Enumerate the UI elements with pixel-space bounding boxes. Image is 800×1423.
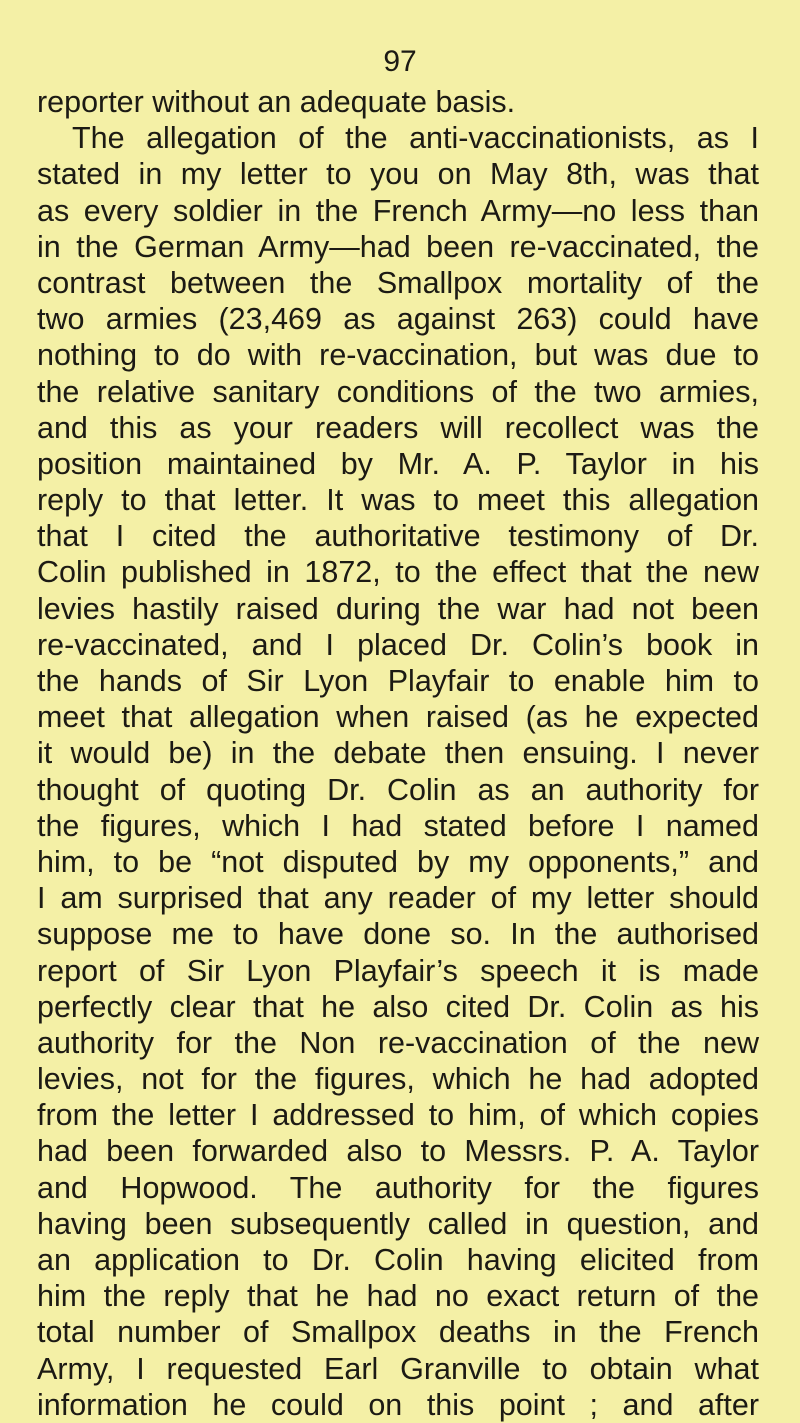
text-line: had been forwarded also to Messrs. P. A. Taylor xyxy=(37,1134,759,1169)
text-line: nothing to do with re-vaccination, but was due to xyxy=(37,338,759,373)
text-line: levies, not for the figures, which he had adopted xyxy=(37,1062,759,1097)
text-line: total number of Smallpox deaths in the French xyxy=(37,1315,759,1350)
text-line: Army, I requested Earl Granville to obtain what xyxy=(37,1351,759,1386)
text-line: report of Sir Lyon Playfair’s speech it is made xyxy=(37,953,759,988)
text-line: as every soldier in the French Army—no less than xyxy=(37,193,759,228)
text-line: the figures, which I had stated before I named xyxy=(37,808,759,843)
text-line: meet that allegation when raised (as he expected xyxy=(37,700,759,735)
text-line: I am surprised that any reader of my letter should xyxy=(37,881,759,916)
text-line: authority for the Non re-vaccination of the new xyxy=(37,1025,759,1060)
page-number: 97 xyxy=(383,45,417,78)
text-line: and Hopwood. The authority for the figures xyxy=(37,1170,759,1205)
text-line: that I cited the authoritative testimony of Dr. xyxy=(37,519,759,554)
text-line: levies hastily raised during the war had not been xyxy=(37,591,759,626)
text-line: information he could on this point ; and after xyxy=(37,1387,759,1422)
text-line: perfectly clear that he also cited Dr. Colin as his xyxy=(37,989,759,1024)
text-line: reporter without an adequate basis. xyxy=(37,85,516,119)
text-line: and this as your readers will recollect was the xyxy=(37,410,759,445)
text-line: an application to Dr. Colin having elicited from xyxy=(37,1243,759,1277)
text-line: thought of quoting Dr. Colin as an authority for xyxy=(37,772,759,807)
text-line: The allegation of the anti-vaccinationists, as I xyxy=(72,121,759,156)
text-line: two armies (23,469 as against 263) could have xyxy=(37,302,759,337)
text-line: suppose me to have done so. In the authorised xyxy=(37,917,759,952)
text-line: having been subsequently called in question, and xyxy=(37,1206,759,1241)
text-line: it would be) in the debate then ensuing. I never xyxy=(37,736,759,771)
text-line: the hands of Sir Lyon Playfair to enable him to xyxy=(37,664,759,698)
text-line: from the letter I addressed to him, of which copies xyxy=(37,1098,759,1133)
text-line: the relative sanitary conditions of the two armies, xyxy=(37,374,759,409)
text-line: position maintained by Mr. A. P. Taylor in his xyxy=(37,446,759,481)
text-line: stated in my letter to you on May 8th, was that xyxy=(37,157,759,192)
text-line: him, to be “not disputed by my opponents,” and xyxy=(37,844,759,879)
text-line: in the German Army—had been re-vaccinated, the xyxy=(37,229,759,264)
text-line: re-vaccinated, and I placed Dr. Colin’s book in xyxy=(37,627,759,662)
text-line: Colin published in 1872, to the effect that the new xyxy=(37,555,759,590)
text-line: him the reply that he had no exact return of the xyxy=(37,1279,759,1314)
text-line: reply to that letter. It was to meet this allegation xyxy=(37,483,759,518)
body-text xyxy=(37,84,759,1423)
text-line: contrast between the Smallpox mortality of the xyxy=(37,265,759,300)
